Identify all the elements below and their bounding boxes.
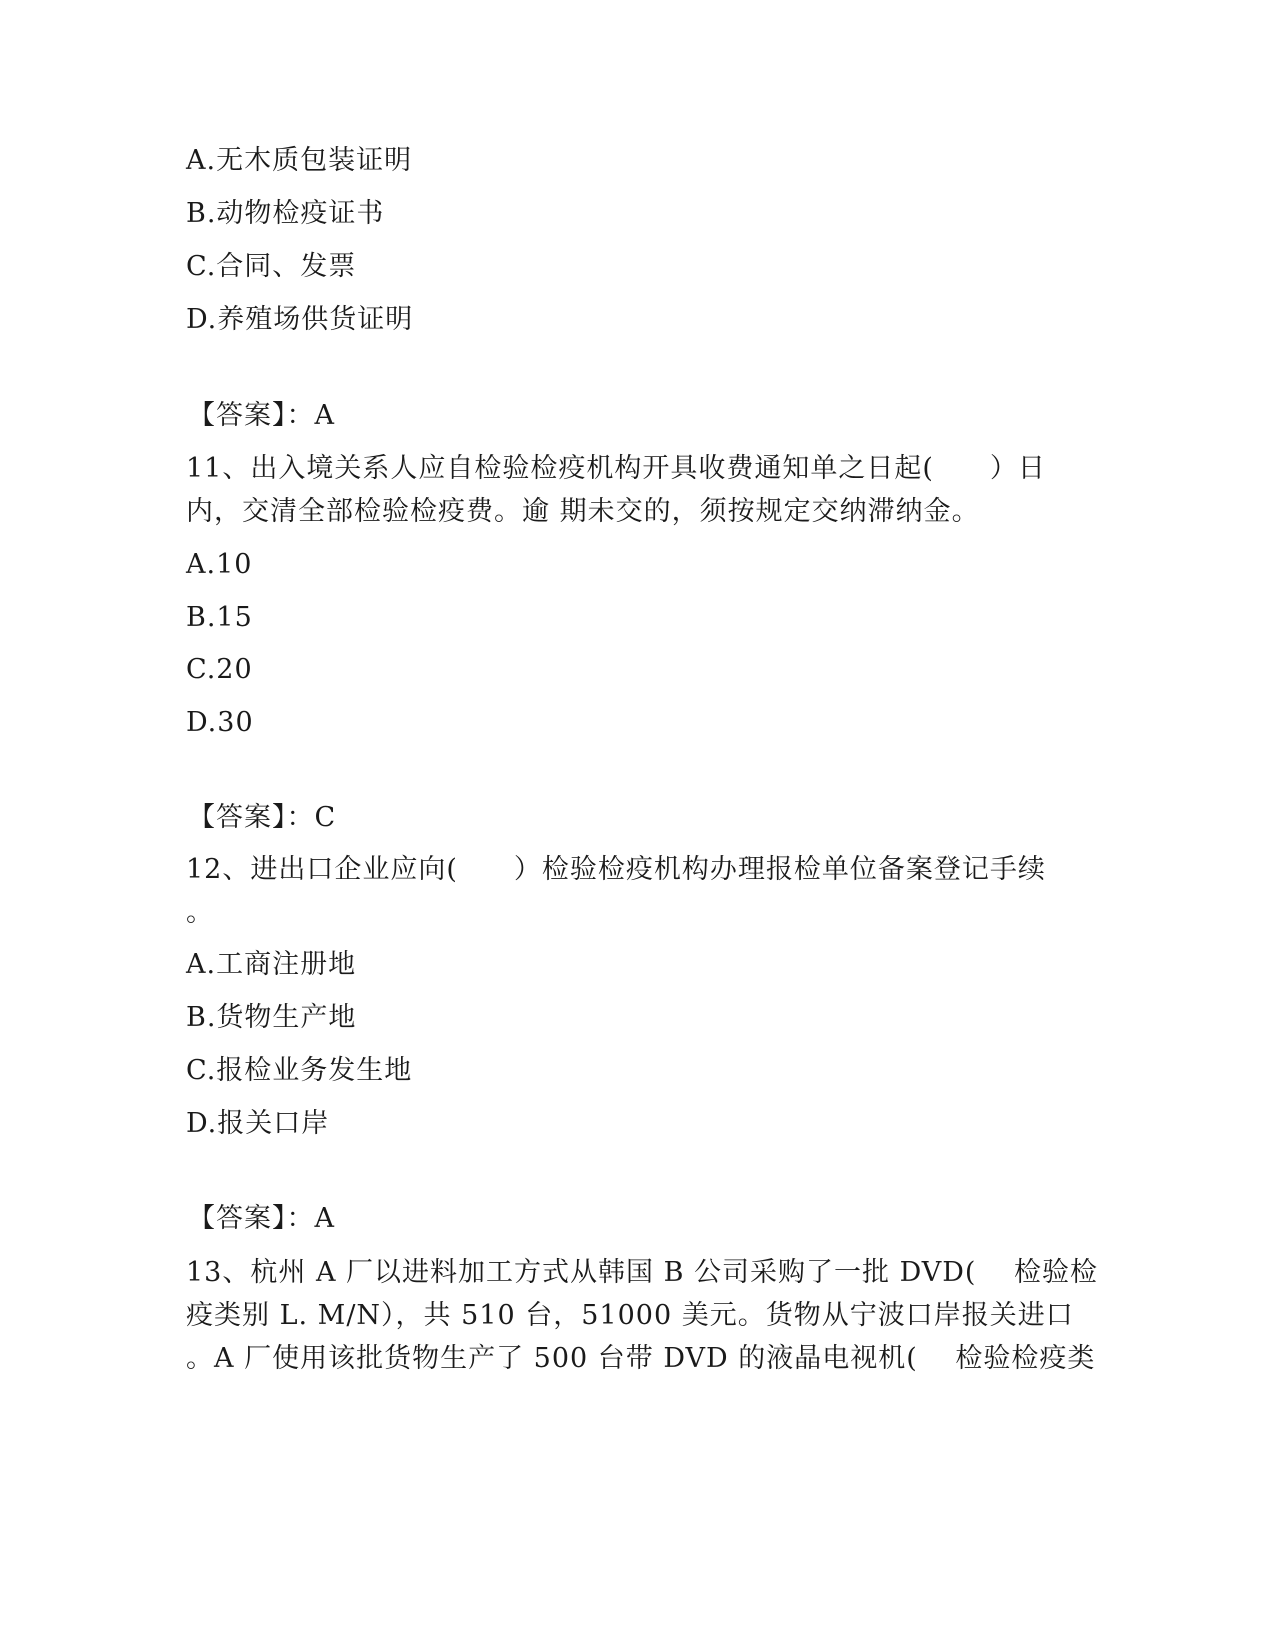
q10-option-a: A.无木质包装证明 [186,145,413,176]
q12-stem-line-1: 12、进出口企业应向( ）检验检疫机构办理报检单位备案登记手续 [186,854,1046,885]
q11-option-a: A.10 [186,549,253,580]
q12-option-a: A.工商注册地 [186,949,357,980]
q10-option-b: B.动物检疫证书 [186,198,385,229]
q11-stem-line-1: 11、出入境关系人应自检验检疫机构开具收费通知单之日起( ）日 [186,453,1046,484]
q12-option-d: D.报关口岸 [186,1108,330,1139]
q12-option-b: B.货物生产地 [186,1002,357,1033]
q11-answer: 【答案】：C [188,802,337,833]
q11-stem-line-2: 内，交清全部检验检疫费。逾 期未交的，须按规定交纳滞纳金。 [186,496,980,527]
q12-answer: 【答案】：A [188,1203,335,1234]
q12-stem-line-2: 。 [186,897,214,928]
q13-stem-line-2: 疫类别 L. M/N），共 510 台，51000 美元。货物从宁波口岸报关进口 [186,1300,1074,1331]
q13-stem-line-3: 。A 厂使用该批货物生产了 500 台带 DVD 的液晶电视机( 检验检疫类 [186,1343,1096,1374]
q13-stem-line-1: 13、杭州 A 厂以进料加工方式从韩国 B 公司采购了一批 DVD( 检验检 [186,1257,1099,1288]
q11-option-b: B.15 [186,602,253,633]
q10-option-d: D.养殖场供货证明 [186,304,414,335]
q11-option-c: C.20 [186,654,253,685]
q11-option-d: D.30 [186,707,254,738]
q12-option-c: C.报检业务发生地 [186,1055,413,1086]
q10-option-c: C.合同、发票 [186,251,357,282]
q10-answer: 【答案】：A [188,400,335,431]
